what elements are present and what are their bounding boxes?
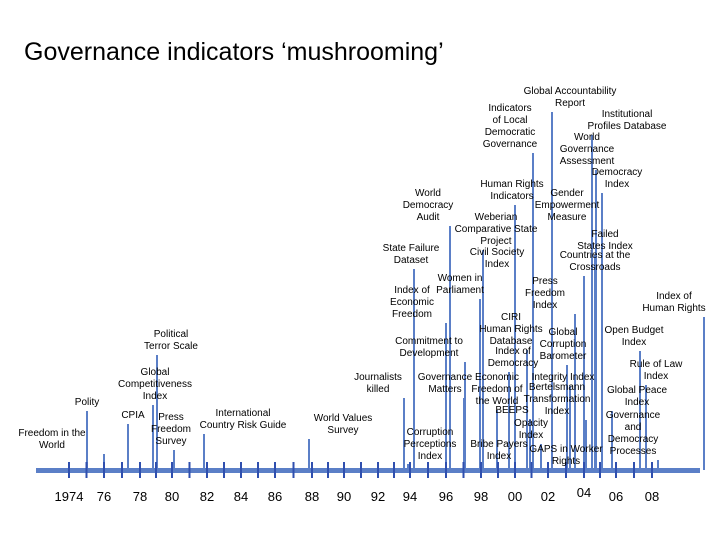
- indicator-label-line: Failed: [591, 229, 619, 240]
- year-label: 08: [644, 489, 660, 504]
- indicator-label-line: Empowerment: [534, 200, 600, 211]
- indicator-label-line: Political: [153, 329, 189, 340]
- year-label: 96: [438, 489, 454, 504]
- indicator-label-line: Index: [624, 397, 650, 408]
- indicator-label-line: Parliament: [436, 285, 484, 296]
- indicator-label-line: Index: [486, 451, 512, 462]
- year-label: 94: [402, 489, 418, 504]
- indicator-label-global-accountability-report: [524, 86, 617, 110]
- indicator-label-line: Open Budget: [604, 325, 664, 336]
- indicator-label-line: Global: [140, 367, 170, 378]
- indicator-label-line: Human Rights: [480, 179, 544, 190]
- year-label: 02: [540, 489, 556, 504]
- indicator-label-line: Report: [554, 98, 585, 109]
- indicator-label-line: Barometer: [539, 351, 587, 362]
- indicator-label-line: Weberian: [474, 212, 518, 223]
- indicator-label-governance-matters: [418, 372, 472, 396]
- indicator-label-line: Democracy: [487, 358, 539, 369]
- indicator-label-gaps-in-worker-rights: [529, 444, 602, 468]
- indicator-label-line: Processes: [609, 446, 657, 457]
- indicator-label-line: Global Accountability: [523, 86, 617, 97]
- indicator-label-line: Index of: [394, 285, 430, 296]
- indicator-label-line: Rights: [551, 456, 581, 467]
- indicator-label-index-of-human-rights: [642, 291, 705, 315]
- indicator-label-line: the World: [475, 396, 519, 407]
- indicator-label-global-peace-index: [607, 385, 667, 409]
- indicator-label-line: Index of: [656, 291, 692, 302]
- indicator-label-line: Democratic: [484, 127, 536, 138]
- indicator-label-state-failure-dataset: [383, 243, 440, 267]
- indicator-label-line: Perceptions: [403, 439, 457, 450]
- indicator-label-line: Index: [604, 179, 630, 190]
- indicator-label-line: Governance: [482, 139, 538, 150]
- indicator-label-bertelsmann-transformation-index: [524, 382, 591, 418]
- indicator-label-ciri-human-rights-database: [479, 312, 542, 348]
- indicator-label-women-in-parliament: [436, 273, 484, 297]
- indicator-label-line: of Local: [492, 115, 528, 126]
- indicator-label-line: Polity: [74, 397, 100, 408]
- indicator-label-line: Countries at the: [559, 250, 631, 261]
- indicator-label-line: Opacity: [514, 418, 548, 429]
- indicator-label-commitment-to-development: [395, 336, 463, 360]
- indicator-label-line: Index: [643, 371, 669, 382]
- indicator-label-line: Commitment to: [395, 336, 463, 347]
- indicator-label-line: Integrity Index: [531, 372, 595, 383]
- indicator-label-line: Audit: [416, 212, 440, 223]
- indicator-label-polity: [75, 397, 99, 409]
- indicator-label-index-of-democracy: [488, 346, 539, 370]
- year-label: 80: [164, 489, 180, 504]
- indicator-label-line: Governance: [417, 372, 473, 383]
- indicator-label-line: Global Peace: [606, 385, 668, 396]
- indicator-label-line: International: [215, 408, 271, 419]
- indicator-label-line: Bertelsmann: [528, 382, 586, 393]
- indicator-label-civil-society-index: [470, 247, 524, 271]
- indicator-label-line: Terror Scale: [144, 341, 198, 352]
- indicator-label-economic-freedom-of-the-world: [471, 372, 522, 408]
- year-label: 06: [608, 489, 624, 504]
- indicator-label-line: Index: [484, 259, 510, 270]
- year-label: 00: [507, 489, 523, 504]
- indicator-label-journalists-killed: [354, 372, 402, 396]
- indicator-label-line: Governance: [605, 410, 661, 421]
- indicator-label-institutional-profiles-database: [588, 109, 667, 133]
- indicator-label-line: Index: [544, 406, 570, 417]
- indicator-label-line: Democracy: [402, 200, 454, 211]
- indicator-label-line: Civil Society: [469, 247, 525, 258]
- page-title: Governance indicators ‘mushrooming’: [24, 38, 444, 66]
- indicator-label-line: Indicators: [490, 191, 534, 202]
- indicator-label-line: Bribe Payers: [470, 439, 528, 450]
- year-label: 78: [132, 489, 148, 504]
- indicator-label-line: Project: [480, 236, 512, 247]
- indicator-label-press-freedom-survey: [151, 412, 191, 448]
- indicator-label-line: Freedom: [391, 309, 432, 320]
- indicator-label-line: Measure: [547, 212, 587, 223]
- indicator-label-freedom-in-the-world: [18, 428, 85, 452]
- indicator-label-line: Institutional: [601, 109, 653, 120]
- indicator-label-line: Governance: [559, 144, 615, 155]
- indicator-label-line: Gender: [550, 188, 584, 199]
- indicator-label-line: Press: [158, 412, 184, 423]
- year-label: 98: [473, 489, 489, 504]
- indicator-label-line: Economic: [390, 297, 434, 308]
- indicator-label-bribe-payers-index: [470, 439, 527, 463]
- indicator-label-line: States Index: [577, 241, 633, 252]
- indicator-label-line: GAPS in Worker: [529, 444, 603, 455]
- indicator-label-global-corruption-barometer: [540, 327, 587, 363]
- indicator-label-line: Indicators: [488, 103, 532, 114]
- indicator-label-line: Country Risk Guide: [199, 420, 287, 431]
- indicator-label-line: and: [624, 422, 642, 433]
- indicator-label-line: Profiles Database: [587, 121, 667, 132]
- year-label: 86: [267, 489, 283, 504]
- indicator-label-line: Competitiveness: [118, 379, 192, 390]
- indicator-label-corruption-perceptions-index: [404, 427, 457, 463]
- indicator-label-line: CIRI: [500, 312, 521, 323]
- indicator-label-line: Human Rights: [479, 324, 543, 335]
- indicator-label-cpia: [121, 410, 144, 422]
- indicator-label-world-governance-assessment: [560, 132, 614, 168]
- indicator-label-governance-and-democracy-processes: [606, 410, 660, 458]
- indicator-label-line: Transformation: [523, 394, 591, 405]
- indicator-label-line: World Values: [313, 413, 373, 424]
- indicator-label-line: World: [415, 188, 441, 199]
- indicator-label-open-budget-index: [605, 325, 664, 349]
- indicator-label-line: Index: [142, 391, 168, 402]
- indicator-label-countries-at-the-crossroads: [560, 250, 631, 274]
- year-label: 90: [336, 489, 352, 504]
- indicator-label-line: Assessment: [559, 156, 615, 167]
- indicator-label-line: CPIA: [121, 410, 145, 421]
- indicator-label-line: killed: [366, 384, 390, 395]
- indicator-label-line: Journalists: [354, 372, 402, 383]
- indicator-label-line: State Failure: [382, 243, 440, 254]
- indicator-label-weberian-comparative-state-project: [455, 212, 538, 248]
- indicator-label-press-freedom-index: [525, 276, 565, 312]
- indicator-label-international-country-risk-guide: [200, 408, 287, 432]
- indicator-label-line: Human Rights: [642, 303, 706, 314]
- indicator-label-indicators-of-local-democratic-governance: [483, 103, 537, 151]
- year-label: 82: [199, 489, 215, 504]
- indicator-label-line: Corruption: [539, 339, 587, 350]
- indicator-label-world-democracy-audit: [403, 188, 454, 224]
- year-label: 1974: [54, 489, 84, 504]
- indicator-label-line: World: [39, 440, 65, 451]
- indicator-label-line: Freedom in the: [18, 428, 86, 439]
- indicator-label-line: Women in: [437, 273, 483, 284]
- indicator-label-line: Development: [399, 348, 459, 359]
- indicator-label-line: Index: [417, 451, 443, 462]
- indicator-label-line: Index: [621, 337, 647, 348]
- year-label: 04: [576, 485, 592, 500]
- indicator-label-line: Press: [532, 276, 558, 287]
- indicator-label-political-terror-scale: [144, 329, 198, 353]
- indicator-label-line: Freedom: [150, 424, 192, 435]
- indicator-label-line: Survey: [327, 425, 359, 436]
- year-label: 92: [370, 489, 386, 504]
- indicator-label-line: Index of: [495, 346, 531, 357]
- indicator-label-line: Crossroads: [569, 262, 621, 273]
- indicator-label-line: Matters: [428, 384, 462, 395]
- indicator-label-line: Economic: [475, 372, 519, 383]
- year-label: 76: [96, 489, 112, 504]
- indicator-label-line: Index: [532, 300, 558, 311]
- indicator-label-world-values-survey: [314, 413, 373, 437]
- indicator-label-line: World: [574, 132, 600, 143]
- indicator-label-index-of-economic-freedom: [390, 285, 434, 321]
- year-label: 88: [304, 489, 320, 504]
- indicator-label-line: Dataset: [393, 255, 429, 266]
- indicator-label-line: Corruption: [406, 427, 454, 438]
- indicator-label-line: Database: [489, 336, 533, 347]
- indicator-label-line: BEEPS: [495, 405, 529, 416]
- year-label: 84: [233, 489, 249, 504]
- indicator-label-line: Global: [548, 327, 578, 338]
- indicator-label-line: Democracy: [607, 434, 659, 445]
- indicator-label-line: Comparative State: [454, 224, 538, 235]
- indicator-label-line: Freedom of: [471, 384, 523, 395]
- indicator-label-line: Democracy: [591, 167, 643, 178]
- indicator-label-line: Index: [518, 430, 544, 441]
- indicator-label-democracy-index: [592, 167, 643, 191]
- indicator-label-line: Freedom: [524, 288, 566, 299]
- indicator-label-gender-empowerment-measure: [535, 188, 599, 224]
- indicator-label-rule-of-law-index: [630, 359, 683, 383]
- indicator-label-line: Survey: [155, 436, 187, 447]
- indicator-label-line: Rule of Law: [629, 359, 683, 370]
- indicator-label-global-competitiveness-index: [118, 367, 192, 403]
